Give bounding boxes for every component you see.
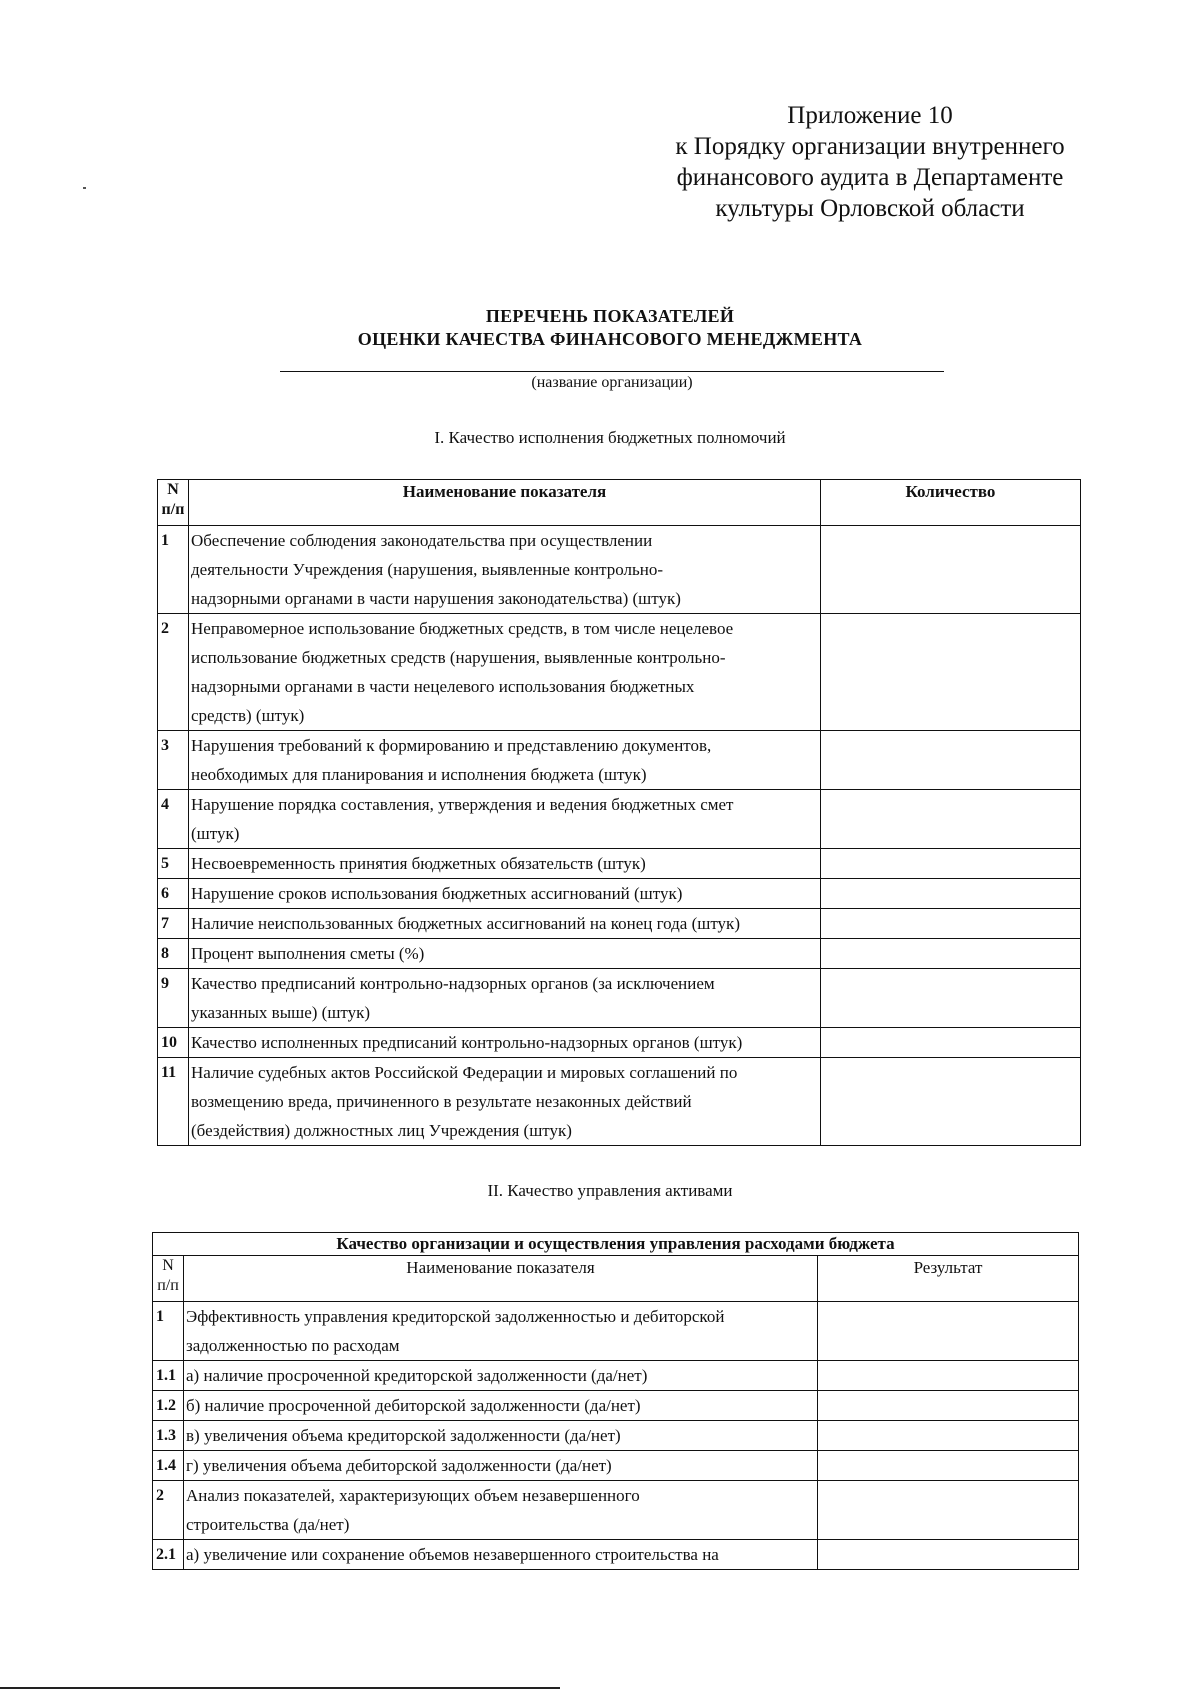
value-cell[interactable]	[821, 731, 1081, 790]
indicator-text-line: строительства (да/нет)	[186, 1515, 350, 1534]
value-cell[interactable]	[818, 1361, 1079, 1391]
value-cell[interactable]	[818, 1540, 1079, 1570]
section-1-table	[157, 479, 1081, 1146]
indicator-text-line: а) увеличение или сохранение объемов незавершенного строительства на	[186, 1545, 719, 1564]
indicator-text-line: Наличие судебных актов Российской Федерации и мировых соглашений по	[191, 1063, 738, 1082]
indicator-text-line: Эффективность управления кредиторской задолженностью и дебиторской	[186, 1307, 725, 1326]
column-header-name: Наименование показателя	[189, 480, 821, 526]
table-row	[158, 1058, 1081, 1146]
row-number: 8	[158, 939, 189, 969]
indicator-text-line: б) наличие просроченной дебиторской задолженности (да/нет)	[186, 1396, 641, 1415]
table-row	[153, 1451, 1079, 1481]
column-header-num: N п/п	[153, 1256, 184, 1302]
row-number: 1.3	[153, 1421, 184, 1451]
indicator-text-line: Наличие неиспользованных бюджетных ассигнований на конец года (штук)	[191, 914, 740, 933]
indicator-text-line: использование бюджетных средств (нарушения, выявленные контрольно-	[191, 648, 726, 667]
row-number: 4	[158, 790, 189, 849]
section-2-table	[152, 1232, 1079, 1570]
page-bottom-rule	[0, 1687, 560, 1689]
row-number: 1	[153, 1302, 184, 1361]
row-number: 5	[158, 849, 189, 879]
organization-name-line	[280, 371, 944, 372]
indicator-name	[189, 1028, 821, 1058]
indicator-name	[184, 1481, 818, 1540]
indicator-name	[189, 1058, 821, 1146]
column-header-num: N п/п	[158, 480, 189, 526]
indicator-text-line: Качество исполненных предписаний контрольно-надзорных органов (штук)	[191, 1033, 743, 1052]
value-cell[interactable]	[821, 879, 1081, 909]
table-row	[153, 1481, 1079, 1540]
indicator-name	[189, 614, 821, 731]
column-header-result: Результат	[818, 1256, 1079, 1302]
indicator-name	[189, 731, 821, 790]
row-number: 1.2	[153, 1391, 184, 1421]
value-cell[interactable]	[821, 909, 1081, 939]
indicator-text-line: Нарушения требований к формированию и представлению документов,	[191, 736, 712, 755]
row-number: 1	[158, 526, 189, 614]
indicator-text-line: задолженностью по расходам	[186, 1336, 400, 1355]
row-number: 6	[158, 879, 189, 909]
indicator-text-line: г) увеличения объема дебиторской задолженности (да/нет)	[186, 1456, 612, 1475]
table-row	[158, 849, 1081, 879]
table-caption: Качество организации и осуществления управления расходами бюджета	[153, 1233, 1079, 1256]
row-number: 1.4	[153, 1451, 184, 1481]
appendix-line: финансового аудита в Департаменте	[676, 164, 1064, 191]
table-row	[153, 1361, 1079, 1391]
indicator-name	[189, 939, 821, 969]
indicator-text-line: надзорными органами в части нецелевого использования бюджетных	[191, 677, 695, 696]
table-header-row	[153, 1256, 1079, 1302]
value-cell[interactable]	[821, 849, 1081, 879]
indicator-text-line: возмещению вреда, причиненного в результате незаконных действий	[191, 1092, 692, 1111]
section-2-title: II. Качество управления активами	[487, 1181, 733, 1200]
section-1-body	[158, 526, 1081, 1146]
appendix-line: к Порядку организации внутреннего	[675, 133, 1065, 160]
indicator-text-line: в) увеличения объема кредиторской задолженности (да/нет)	[186, 1426, 621, 1445]
column-header-name: Наименование показателя	[184, 1256, 818, 1302]
indicator-text-line: (штук)	[191, 824, 240, 843]
row-number: 11	[158, 1058, 189, 1146]
indicator-text-line: Качество предписаний контрольно-надзорных органов (за исключением	[191, 974, 715, 993]
table-row	[153, 1540, 1079, 1570]
value-cell[interactable]	[818, 1302, 1079, 1361]
row-number: 10	[158, 1028, 189, 1058]
indicator-name	[189, 909, 821, 939]
indicator-name	[184, 1391, 818, 1421]
table-row	[158, 731, 1081, 790]
indicator-name	[189, 969, 821, 1028]
table-row	[153, 1302, 1079, 1361]
indicator-name	[184, 1451, 818, 1481]
value-cell[interactable]	[818, 1391, 1079, 1421]
section-2-body	[153, 1302, 1079, 1570]
value-cell[interactable]	[821, 1058, 1081, 1146]
value-cell[interactable]	[818, 1421, 1079, 1451]
indicator-text-line: деятельности Учреждения (нарушения, выявленные контрольно-	[191, 560, 664, 579]
value-cell[interactable]	[821, 614, 1081, 731]
table-row	[153, 1421, 1079, 1451]
indicator-text-line: (бездействия) должностных лиц Учреждения (штук)	[191, 1121, 572, 1140]
row-number: 7	[158, 909, 189, 939]
table-row	[158, 969, 1081, 1028]
indicator-name	[189, 849, 821, 879]
value-cell[interactable]	[821, 526, 1081, 614]
section-1-title: I. Качество исполнения бюджетных полномочий	[434, 428, 786, 447]
row-number: 3	[158, 731, 189, 790]
value-cell[interactable]	[821, 790, 1081, 849]
row-number: 2	[158, 614, 189, 731]
indicator-name	[189, 790, 821, 849]
value-cell[interactable]	[821, 1028, 1081, 1058]
table-row	[158, 526, 1081, 614]
indicator-text-line: Обеспечение соблюдения законодательства при осуществлении	[191, 531, 653, 550]
column-header-quantity: Количество	[821, 480, 1081, 526]
indicator-text-line: Нарушение сроков использования бюджетных ассигнований (штук)	[191, 884, 683, 903]
appendix-line: Приложение 10	[787, 102, 953, 129]
title-line-1: ПЕРЕЧЕНЬ ПОКАЗАТЕЛЕЙ	[485, 306, 735, 326]
value-cell[interactable]	[821, 969, 1081, 1028]
table-row	[158, 879, 1081, 909]
title-line-2: ОЦЕНКИ КАЧЕСТВА ФИНАНСОВОГО МЕНЕДЖМЕНТА	[357, 329, 863, 349]
table-row	[158, 1028, 1081, 1058]
table-row	[153, 1391, 1079, 1421]
value-cell[interactable]	[818, 1481, 1079, 1540]
row-number: 2	[153, 1481, 184, 1540]
organization-caption: (название организации)	[531, 374, 693, 391]
indicator-text-line: а) наличие просроченной кредиторской задолженности (да/нет)	[186, 1366, 648, 1385]
row-number: 1.1	[153, 1361, 184, 1391]
indicator-name	[184, 1540, 818, 1570]
indicator-text-line: Нарушение порядка составления, утверждения и ведения бюджетных смет	[191, 795, 734, 814]
document-title	[250, 305, 970, 351]
appendix-line: культуры Орловской области	[715, 195, 1025, 222]
row-number: 9	[158, 969, 189, 1028]
value-cell[interactable]	[821, 939, 1081, 969]
row-number: 2.1	[153, 1540, 184, 1570]
indicator-text-line: Процент выполнения сметы (%)	[191, 944, 425, 963]
indicator-text-line: Неправомерное использование бюджетных средств, в том числе нецелевое	[191, 619, 734, 638]
indicator-name	[189, 526, 821, 614]
indicator-text-line: необходимых для планирования и исполнения бюджета (штук)	[191, 765, 647, 784]
appendix-header	[640, 100, 1100, 224]
indicator-text-line: средств) (штук)	[191, 706, 305, 725]
indicator-name	[184, 1361, 818, 1391]
table-row	[158, 939, 1081, 969]
table-row	[158, 909, 1081, 939]
indicator-name	[184, 1421, 818, 1451]
indicator-text-line: надзорными органами в части нарушения законодательства) (штук)	[191, 589, 681, 608]
indicator-name	[189, 879, 821, 909]
table-row	[158, 790, 1081, 849]
scan-speck	[83, 187, 86, 189]
indicator-text-line: Несвоевременность принятия бюджетных обязательств (штук)	[191, 854, 646, 873]
table-header-row	[158, 480, 1081, 526]
table-row	[158, 614, 1081, 731]
indicator-name	[184, 1302, 818, 1361]
table-caption-row	[153, 1233, 1079, 1256]
indicator-text-line: указанных выше) (штук)	[191, 1003, 371, 1022]
value-cell[interactable]	[818, 1451, 1079, 1481]
indicator-text-line: Анализ показателей, характеризующих объем незавершенного	[186, 1486, 640, 1505]
